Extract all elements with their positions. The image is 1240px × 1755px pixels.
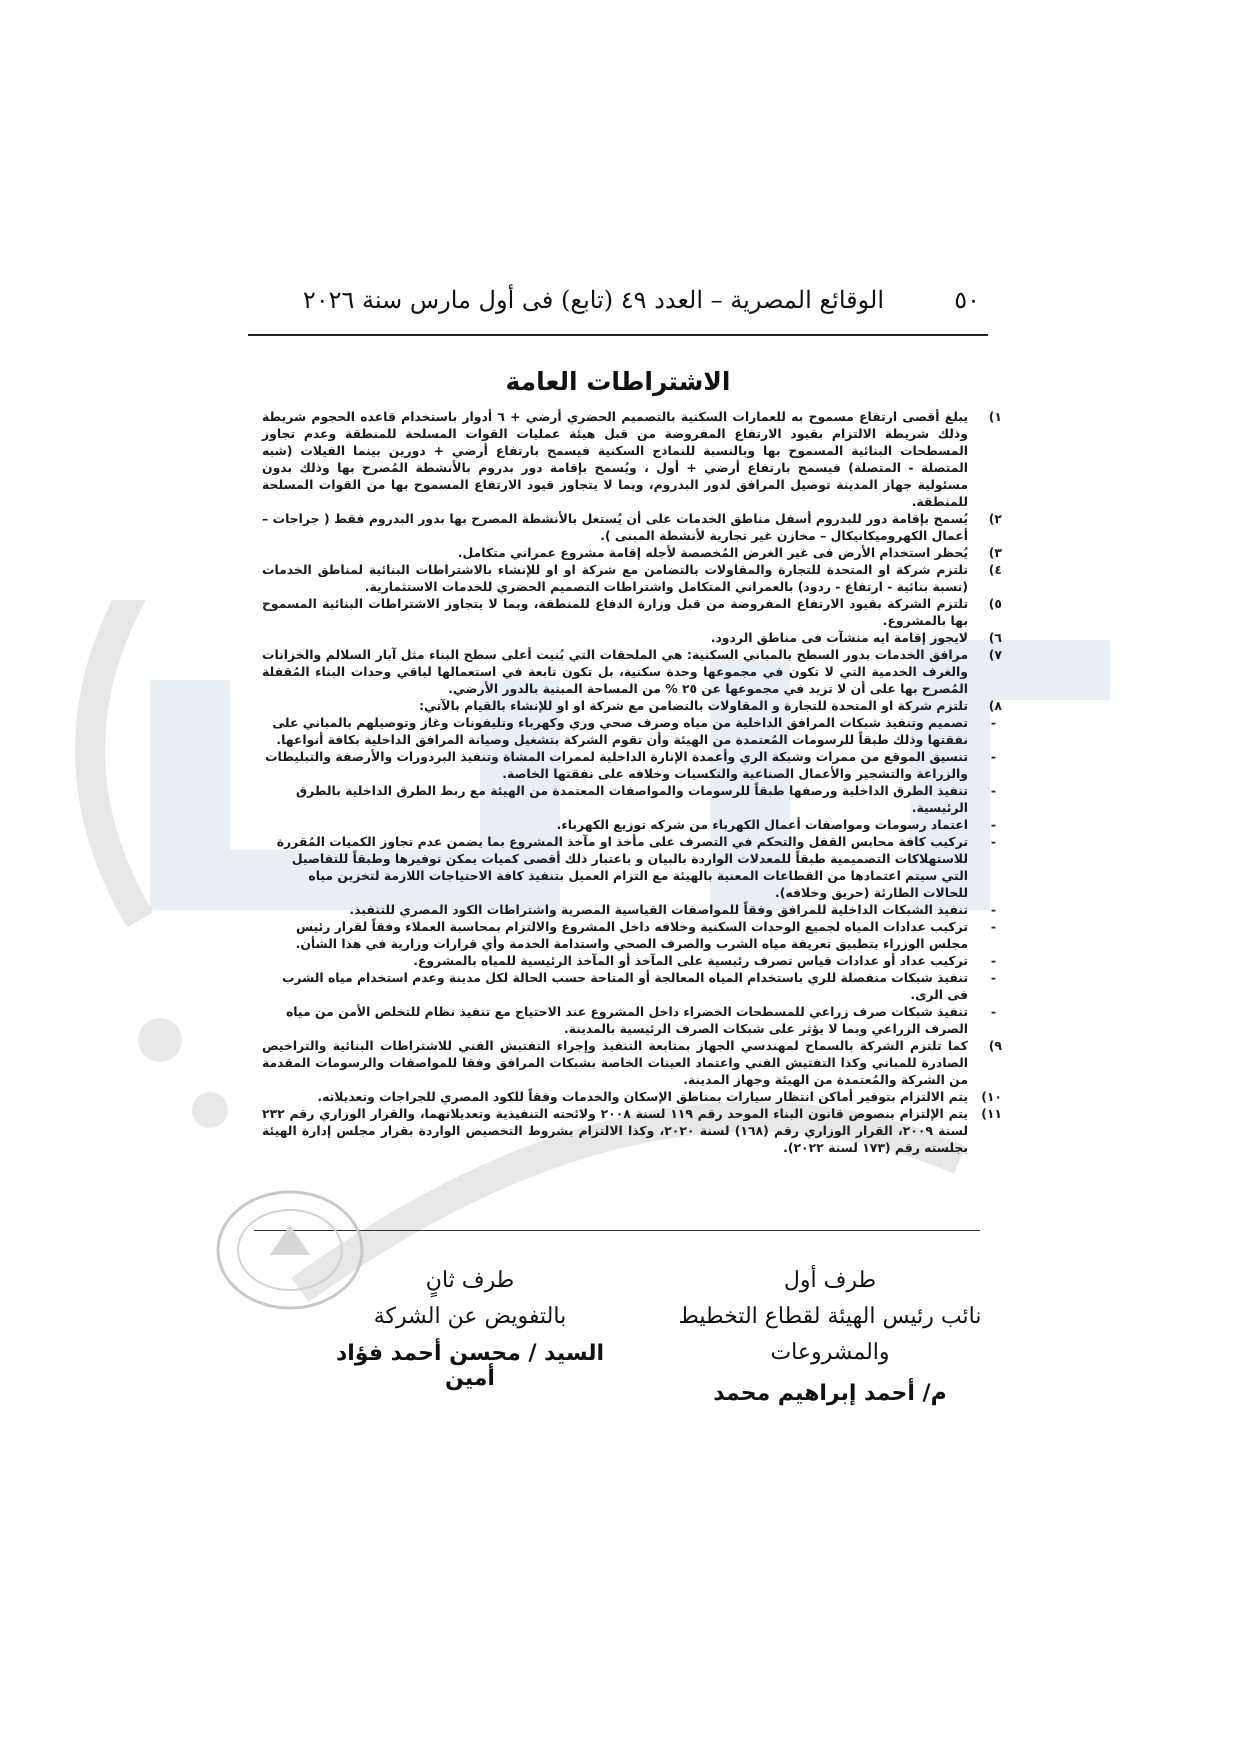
bullet-dash: -: [990, 834, 996, 849]
first-party-signature: [670, 1268, 990, 1406]
sub-item: [262, 782, 1002, 816]
bullet-dash: -: [990, 919, 996, 934]
clause: [262, 697, 1002, 714]
clause-number: ٩): [988, 1038, 1002, 1053]
clause: [262, 561, 1002, 595]
clause: [262, 1088, 1002, 1105]
sub-item-text: تنفيذ الشبكات الداخلية للمرافق وفقاً للمواصفات القياسية المصرية واشتراطات الكود المصري للتنفيذ.: [349, 902, 968, 917]
sub-item-text: تصميم وتنفيذ شبكات المرافق الداخلية من مياه وصرف صحي وري وكهرباء وتليفونات وغاز وتوصيلهم بالمباني على نفقتها وذلك طبقاً للرسومات المُعتمدة من الهيئة وأن تقوم الشركة بتشغيل وصيانة المرافق الداخلية بكافة أنواعها.: [272, 715, 968, 747]
sub-item: [262, 714, 1002, 748]
first-party-role-cont: والمشروعات: [770, 1340, 890, 1365]
clause: [262, 408, 1002, 510]
sub-item: [262, 748, 1002, 782]
clause: [262, 1037, 1002, 1088]
clause-number: ١٠): [981, 1089, 1002, 1104]
clause-number: ١): [988, 409, 1002, 424]
clause-number: ٦): [988, 630, 1002, 645]
bullet-dash: -: [990, 783, 996, 798]
sub-item: [262, 952, 1002, 969]
clause: [262, 544, 1002, 561]
sub-item-text: تركيب كافة محابس القفل والتحكم في التصرف على مأخذ او مآخذ المشروع بما يضمن عدم تجاوز الكميات المُقررة للاستهلاكات التصميمية طبقاً للمعدلات الواردة بالبيان و باعتبار ذلك أقصى كميات يمكن توفيرها وطبقاً للتفاصيل التي سيتم اعتمادها من القطاعات المعنية بالهيئة مع التزام العميل بتنفيذ كافة الاحتياجات اللازمة لتخزين مياه للحالات الطارئة (حريق وخلافه).: [276, 834, 968, 900]
header-divider: [248, 334, 988, 336]
clause-number: ١١): [981, 1106, 1002, 1121]
first-party-label: طرف أول: [783, 1268, 877, 1293]
bullet-dash: -: [990, 749, 996, 764]
sub-item-text: تركيب عداد أو عدادات قياس تصرف رئيسية على المآخذ أو المآخذ الرئيسية للمياه بالمشروع.: [413, 953, 968, 968]
gazette-title: الوقائع المصرية – العدد ٤٩ (تابع) فى أول مارس سنة ٢٠٢٦: [302, 286, 884, 314]
sub-item: [262, 833, 1002, 901]
clause-number: ٥): [988, 596, 1002, 611]
clause-text: يتم الإلتزام بنصوص قانون البناء الموحد رقم ١١٩ لسنة ٢٠٠٨ ولائحته التنفيذية وتعديلاتهما، والقرار الوزاري رقم ٢٣٢ لسنة ٢٠٠٩، القرار الوزاري رقم (١٦٨) لسنة ٢٠٢٠، وكذا الالتزام بشروط التخصيص الواردة بقرار مجلس إدارة الهيئة بجلسته رقم (١٧٣ لسنة ٢٠٢٢).: [262, 1106, 969, 1155]
sub-item: [262, 901, 1002, 918]
bullet-dash: -: [990, 817, 996, 832]
clause-text: يتم الالتزام بتوفير أماكن انتظار سيارات بمناطق الإسكان والخدمات وفقاً للكود المصري للجراجات وتعديلاته.: [317, 1089, 968, 1104]
section-title: الاشتراطات العامة: [505, 367, 731, 396]
clause: [262, 510, 1002, 544]
clause: [262, 1105, 1002, 1156]
clause-text: مرافق الخدمات بدور السطح بالمباني السكنية: هي الملحقات التي بُنيت أعلى سطح البناء مثل آبار السلالم والخزانات والغرف الخدمية التي لا تكون في مجموعها وحدة سكنية، بل تكون تابعة في استعمالها لباقي وحدات البناء المُقفلة المُصرح بها على أن لا تزيد في مجموعها عن ٢٥ % من المساحة المبنية بالدور الأرضي.: [262, 647, 968, 696]
first-party-role: نائب رئيس الهيئة لقطاع التخطيط: [678, 1304, 982, 1329]
sub-item-text: تنفيذ شبكات منفصلة للري باستخدام المياه المعالجة أو المتاحة حسب الحالة لكل مدينة وعدم استخدام مياه الشرب فى الرى.: [281, 970, 968, 1002]
clause: [262, 646, 1002, 697]
clause-number: ٧): [988, 647, 1002, 662]
second-party-signature: [320, 1268, 620, 1391]
sub-item-text: تنفيذ شبكات صرف زراعي للمسطحات الخضراء داخل المشروع عند الاحتياج مع تنفيذ نظام للتخلص الأمن من مياه الصرف الزراعي وبما لا يؤثر على شبكات الصرف الرئيسية بالمدينة.: [285, 1004, 968, 1036]
first-party-name: م/ أحمد إبراهيم محمد: [713, 1381, 947, 1406]
clause-text: تلتزم الشركة بقيود الارتفاع المفروضة من قبل وزارة الدفاع للمنطقة، وبما لا يتجاوز الاشتراطات البنائية المسموح بها بالمشروع.: [262, 596, 968, 628]
clause-text: يبلغ أقصى ارتفاع مسموح به للعمارات السكنية بالتصميم الحضري أرضي + ٦ أدوار باستخدام قاعده الحجوم شريطة وذلك شريطة الالتزام بقيود الارتفاع المفروضة من قبل هيئة عمليات القوات المسلحة للمنطقة وعدم تجاوز المسطحات البنائية المسموح بها وبالنسبة للنماذج السكنية فيسمح بارتفاع أرضي + دورين بينما الفيلات (شبه المتصلة - المتصلة) فيسمح بارتفاع أرضي + أول ، ويُسمح بإقامة دور بدروم بالأنشطة المُصرح بها وذلك بدون مسئولية جهاز المدينة توصيل المرافق لدور البدروم، وبما لا يتجاوز قيود الارتفاع المسموح بها من القوات المسلحة للمنطقة.: [262, 409, 968, 509]
sub-item: [262, 816, 1002, 833]
clause-number: ٣): [988, 545, 1002, 560]
bullet-dash: -: [990, 1004, 996, 1019]
clause-text: يُسمح بإقامة دور للبدروم أسفل مناطق الخدمات على أن يُستغل بالأنشطة المصرح بها بدور البدروم فقط ( جراجات – أعمال الكهروميكانيكال – مخازن غير تجارية لأنشطة المبنى ).: [262, 511, 968, 543]
clause-number: ٢): [988, 511, 1002, 526]
sub-item: [262, 1003, 1002, 1037]
bullet-dash: -: [990, 970, 996, 985]
page-number: ٥٠: [954, 286, 980, 314]
sub-item-text: تنفيذ الطرق الداخلية ورصفها طبقاً للرسومات والمواصفات المعتمدة من الهيئة مع ربط الطرق الداخلية بالطرق الرئيسية.: [296, 783, 968, 815]
second-party-name: السيد / محسن أحمد فؤاد أمين: [335, 1341, 605, 1391]
bullet-dash: -: [990, 715, 996, 730]
conditions-body: [262, 408, 1002, 1228]
second-party-label: طرف ثانٍ: [425, 1268, 515, 1293]
sub-item: [262, 918, 1002, 952]
sub-item-text: تركيب عدادات المياه لجميع الوحدات السكنية وخلافه داخل المشروع والالتزام بمحاسبة العملاء وفقاً لقرار رئيس مجلس الوزراء بتطبيق تعريفة مياه الشرب والصرف الصحي واستدامة الخدمة وأي قرارات وزارية في هذا الشأن.: [295, 919, 968, 951]
clause: [262, 629, 1002, 646]
sub-item: [262, 969, 1002, 1003]
second-party-role: بالتفويض عن الشركة: [373, 1304, 567, 1329]
clause-text: كما تلتزم الشركة بالسماح لمهندسي الجهاز بمتابعة التنفيذ وإجراء التفتيش الفني للاشتراطات البنائية والتراخيص الصادرة للمباني وكذا التفتيش الفني واعتماد العينات الخاصة بشبكات المرافق وفقا للمواصفات والرسومات المقدمة من الشركة والمُعتمدة من الهيئة وجهاز المدينة.: [262, 1038, 968, 1087]
clause: [262, 595, 1002, 629]
sub-item-text: اعتماد رسومات ومواصفات أعمال الكهرباء من شركه توزيع الكهرباء.: [556, 817, 968, 832]
sub-item-text: تنسيق الموقع من ممرات وشبكة الري وأعمدة الإنارة الداخلية لممرات المشاة وتنفيذ البردورات والأرصفة والتبليطات والزراعة والتشجير والأعمال الصناعية والتكسيات وخلافه على نفقتها الخاصة.: [265, 749, 968, 781]
bullet-dash: -: [990, 902, 996, 917]
clause-number: ٤): [988, 562, 1002, 577]
bullet-dash: -: [990, 953, 996, 968]
clause-text: يُحظر استخدام الأرض فى غير الغرض المُخصصة لأجله إقامة مشروع عمراني متكامل.: [457, 545, 968, 560]
clause-number: ٨): [988, 698, 1002, 713]
clause-text: تلتزم شركة او المتحدة للتجارة و المقاولات بالتضامن مع شركة او او للإنشاء بالقيام بالآتي:: [419, 698, 968, 713]
page-header: [248, 286, 980, 326]
clause-text: لايجوز إقامة ايه منشآت فى مناطق الردود.: [710, 630, 968, 645]
clause-text: تلتزم شركة او المتحدة للتجارة والمقاولات بالتضامن مع شركة او او للإنشاء بالاشتراطات البنائية لمناطق الخدمات (نسبة بنائية - ارتفاع - ردود) بالعمراني المتكامل واشتراطات التصميم الحضري للخدمات الاستثمارية.: [262, 562, 968, 594]
